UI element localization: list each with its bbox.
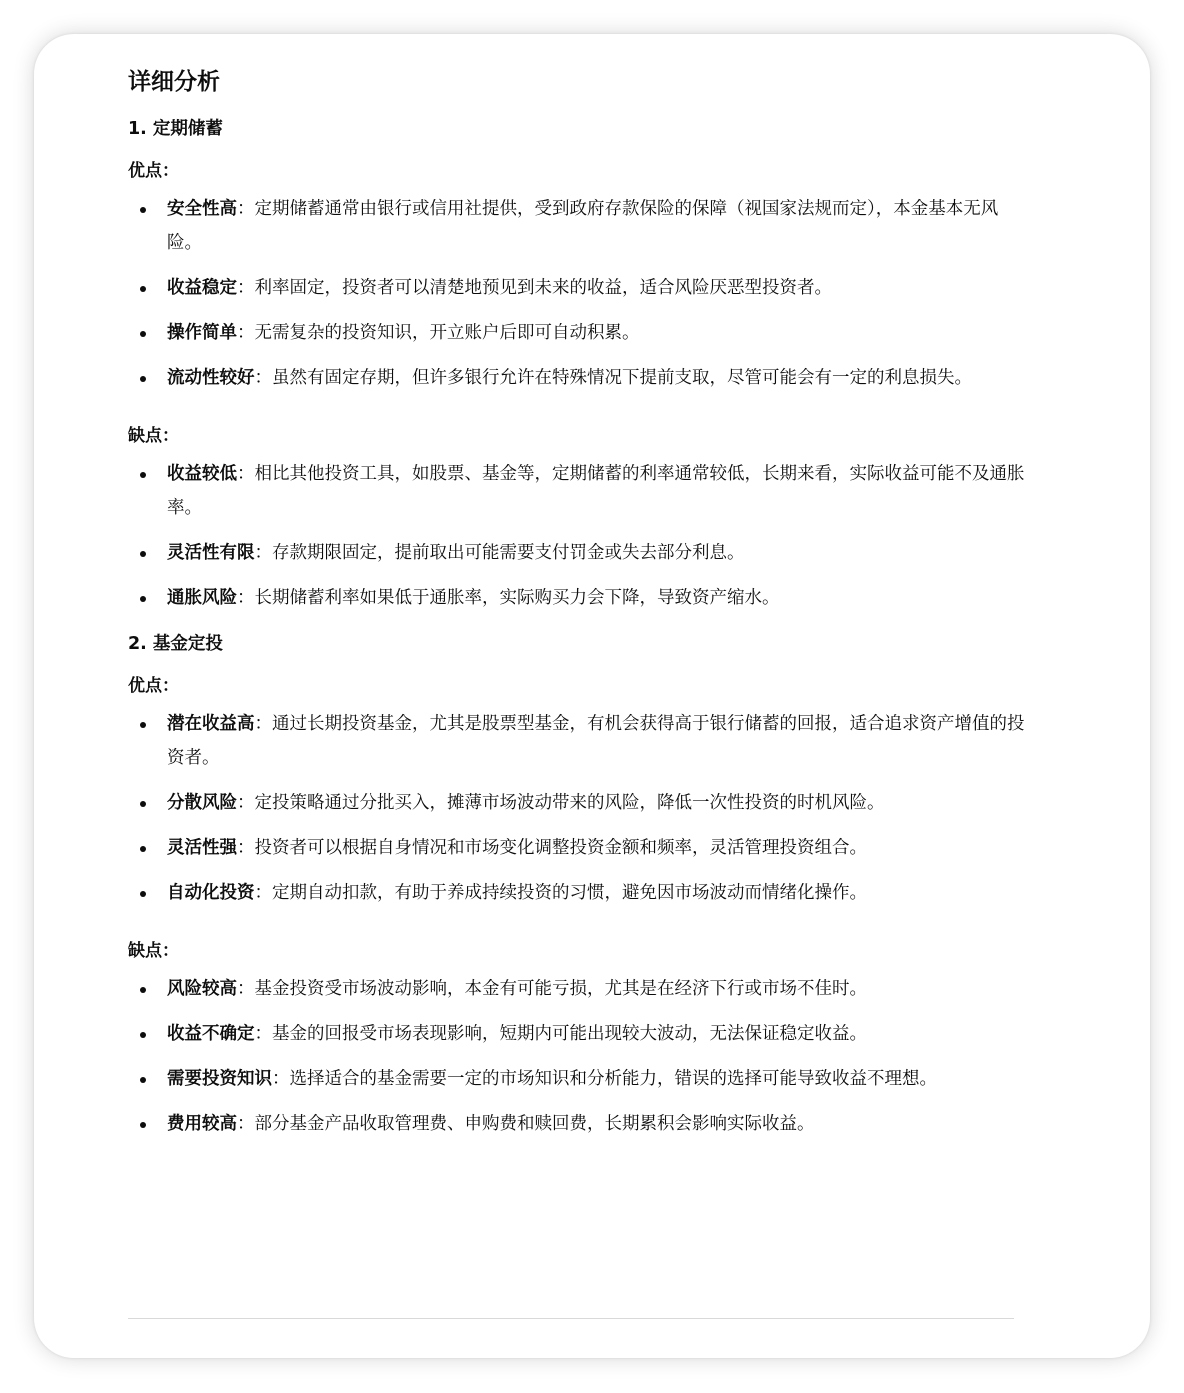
item-term: 流动性较好 [167,368,255,388]
item-text: ：基金的回报受市场表现影响，短期内可能出现较大波动，无法保证稳定收益。 [254,1024,867,1044]
cons-list [128,457,1028,615]
item-text: ：长期储蓄利率如果低于通胀率，实际购买力会下降，导致资产缩水。 [237,588,780,608]
item-term: 灵活性有限 [167,543,255,563]
cons-label: 缺点： [128,941,179,961]
item-term: 安全性高 [167,199,237,219]
list-item [128,536,1028,570]
message-card [34,34,1150,1358]
item-text: ：投资者可以根据自身情况和市场变化调整投资金额和频率，灵活管理投资组合。 [237,838,867,858]
cons-label: 缺点： [128,426,179,446]
item-text: ：定投策略通过分批买入，摊薄市场波动带来的风险，降低一次性投资的时机风险。 [237,793,885,813]
analysis-content [128,62,1028,1141]
item-text: ：部分基金产品收取管理费、申购费和赎回费，长期累积会影响实际收益。 [237,1114,815,1134]
item-term: 收益不确定 [167,1024,255,1044]
list-item [128,316,1028,350]
item-text: ：相比其他投资工具，如股票、基金等，定期储蓄的利率通常较低，长期来看，实际收益可能不及通胀率。 [167,464,1025,518]
bullet-icon [140,472,146,478]
pros-label: 优点： [128,161,179,181]
bullet-icon [140,801,146,807]
section-fund-investment [128,631,1028,1141]
item-text: ：无需复杂的投资知识，开立账户后即可自动积累。 [237,323,640,343]
bullet-icon [140,286,146,292]
bullet-icon [140,891,146,897]
item-term: 自动化投资 [167,883,255,903]
item-text: ：存款期限固定，提前取出可能需要支付罚金或失去部分利息。 [254,543,745,563]
pros-list [128,707,1028,910]
list-item [128,1107,1028,1141]
bullet-icon [140,596,146,602]
item-text: ：定期储蓄通常由银行或信用社提供，受到政府存款保险的保障（视国家法规而定），本金基本无风险。 [167,199,999,253]
list-item [128,457,1028,525]
list-item [128,192,1028,260]
item-text: ：定期自动扣款，有助于养成持续投资的习惯，避免因市场波动而情绪化操作。 [254,883,867,903]
list-item [128,831,1028,865]
section-savings [128,116,1028,615]
list-item [128,876,1028,910]
item-term: 需要投资知识 [167,1069,272,1089]
item-term: 收益稳定 [167,278,237,298]
bullet-icon [140,376,146,382]
list-item [128,1062,1028,1096]
item-term: 风险较高 [167,979,237,999]
list-item [128,361,1028,395]
item-term: 通胀风险 [167,588,237,608]
page-title: 详细分析 [128,69,220,95]
bullet-icon [140,331,146,337]
item-text: ：虽然有固定存期，但许多银行允许在特殊情况下提前支取，尽管可能会有一定的利息损失。 [254,368,972,388]
bullet-icon [140,207,146,213]
bullet-icon [140,1077,146,1083]
item-term: 灵活性强 [167,838,237,858]
item-term: 潜在收益高 [167,714,255,734]
bullet-icon [140,722,146,728]
item-text: ：利率固定，投资者可以清楚地预见到未来的收益，适合风险厌恶型投资者。 [237,278,832,298]
bullet-icon [140,551,146,557]
bullet-icon [140,1122,146,1128]
list-item [128,271,1028,305]
pros-list [128,192,1028,395]
pros-label: 优点： [128,676,179,696]
section-title: 2. 基金定投 [128,634,223,654]
list-item [128,1017,1028,1051]
list-item [128,786,1028,820]
section-title: 1. 定期储蓄 [128,119,223,139]
bullet-icon [140,1032,146,1038]
item-term: 收益较低 [167,464,237,484]
item-term: 费用较高 [167,1114,237,1134]
item-text: ：基金投资受市场波动影响，本金有可能亏损，尤其是在经济下行或市场不佳时。 [237,979,867,999]
item-text: ：选择适合的基金需要一定的市场知识和分析能力，错误的选择可能导致收益不理想。 [272,1069,937,1089]
cons-list [128,972,1028,1141]
list-item [128,972,1028,1006]
list-item [128,707,1028,775]
bullet-icon [140,846,146,852]
list-item [128,581,1028,615]
item-term: 分散风险 [167,793,237,813]
bottom-divider [128,1318,1014,1319]
item-text: ：通过长期投资基金，尤其是股票型基金，有机会获得高于银行储蓄的回报，适合追求资产增值的投资者。 [167,714,1025,768]
bullet-icon [140,987,146,993]
item-term: 操作简单 [167,323,237,343]
